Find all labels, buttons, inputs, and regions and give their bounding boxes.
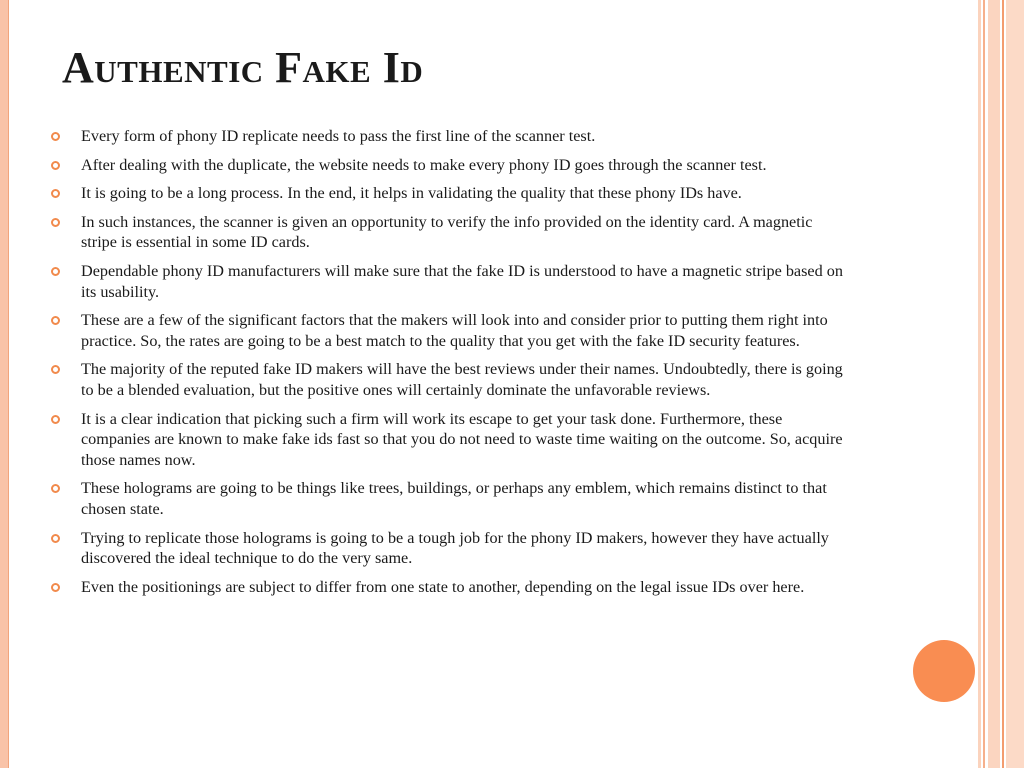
bullet-text: After dealing with the duplicate, the website needs to make every phony ID goes through the scanner test. — [81, 155, 767, 174]
bullet-item — [50, 261, 850, 302]
bullet-ring-icon — [51, 132, 60, 141]
bullet-item — [50, 310, 850, 351]
bullet-item — [50, 528, 850, 569]
bullet-item — [50, 155, 850, 176]
bullet-item — [50, 359, 850, 400]
bullet-ring-icon — [51, 534, 60, 543]
left-border-stripe — [0, 0, 8, 768]
bullet-item — [50, 126, 850, 147]
bullet-item — [50, 212, 850, 253]
bullet-text: These are a few of the significant factors that the makers will look into and consider prior to putting them right into practice. So, the rates are going to be a best match to the quality that you get with the fake ID security features. — [81, 311, 828, 350]
stripe — [988, 0, 1000, 768]
bullet-item — [50, 409, 850, 471]
bullet-item — [50, 183, 850, 204]
stripe — [983, 0, 985, 768]
bullet-ring-icon — [51, 415, 60, 424]
bullet-text: It is going to be a long process. In the end, it helps in validating the quality that these phony IDs have. — [81, 184, 742, 203]
bullet-text: It is a clear indication that picking such a firm will work its escape to get your task done. Furthermore, these companies are known to make fake ids fast so that you do not need to waste time waiting on the outcome. So, acquire those names now. — [81, 409, 843, 469]
bullet-text: Every form of phony ID replicate needs to pass the first line of the scanner test. — [81, 127, 596, 145]
bullet-ring-icon — [51, 218, 60, 227]
bullet-ring-icon — [51, 316, 60, 325]
bullet-ring-icon — [51, 583, 60, 592]
bullet-list — [50, 126, 850, 605]
bullet-ring-icon — [51, 484, 60, 493]
bullet-text: Even the positionings are subject to differ from one state to another, depending on the legal issue IDs over here. — [81, 577, 805, 596]
slide-title: Authentic Fake Id — [62, 43, 424, 92]
bullet-text: Dependable phony ID manufacturers will make sure that the fake ID is understood to have a magnetic stripe based on its usability. — [81, 261, 843, 301]
stripe — [1006, 0, 1024, 768]
bullet-ring-icon — [51, 161, 60, 170]
bullet-text: Trying to replicate those holograms is going to be a tough job for the phony ID makers, however they have actually discovered the ideal technique to do the very same. — [81, 528, 829, 568]
decorative-circle — [913, 640, 975, 702]
bullet-text: The majority of the reputed fake ID makers will have the best reviews under their names. Undoubtedly, there is going to be a blended evaluation, but the positive ones will certainly dominate the unfavorable reviews. — [81, 360, 843, 399]
bullet-ring-icon — [51, 189, 60, 198]
stripe — [978, 0, 981, 768]
bullet-item — [50, 478, 850, 519]
bullet-ring-icon — [51, 267, 60, 276]
bullet-item — [50, 577, 850, 598]
bullet-text: These holograms are going to be things like trees, buildings, or perhaps any emblem, which remains distinct to that chosen state. — [81, 479, 827, 518]
right-border-stripes — [978, 0, 1024, 768]
stripe — [1002, 0, 1004, 768]
bullet-ring-icon — [51, 365, 60, 374]
bullet-text: In such instances, the scanner is given an opportunity to verify the info provided on the identity card. A magnetic stripe is essential in some ID cards. — [81, 212, 813, 252]
